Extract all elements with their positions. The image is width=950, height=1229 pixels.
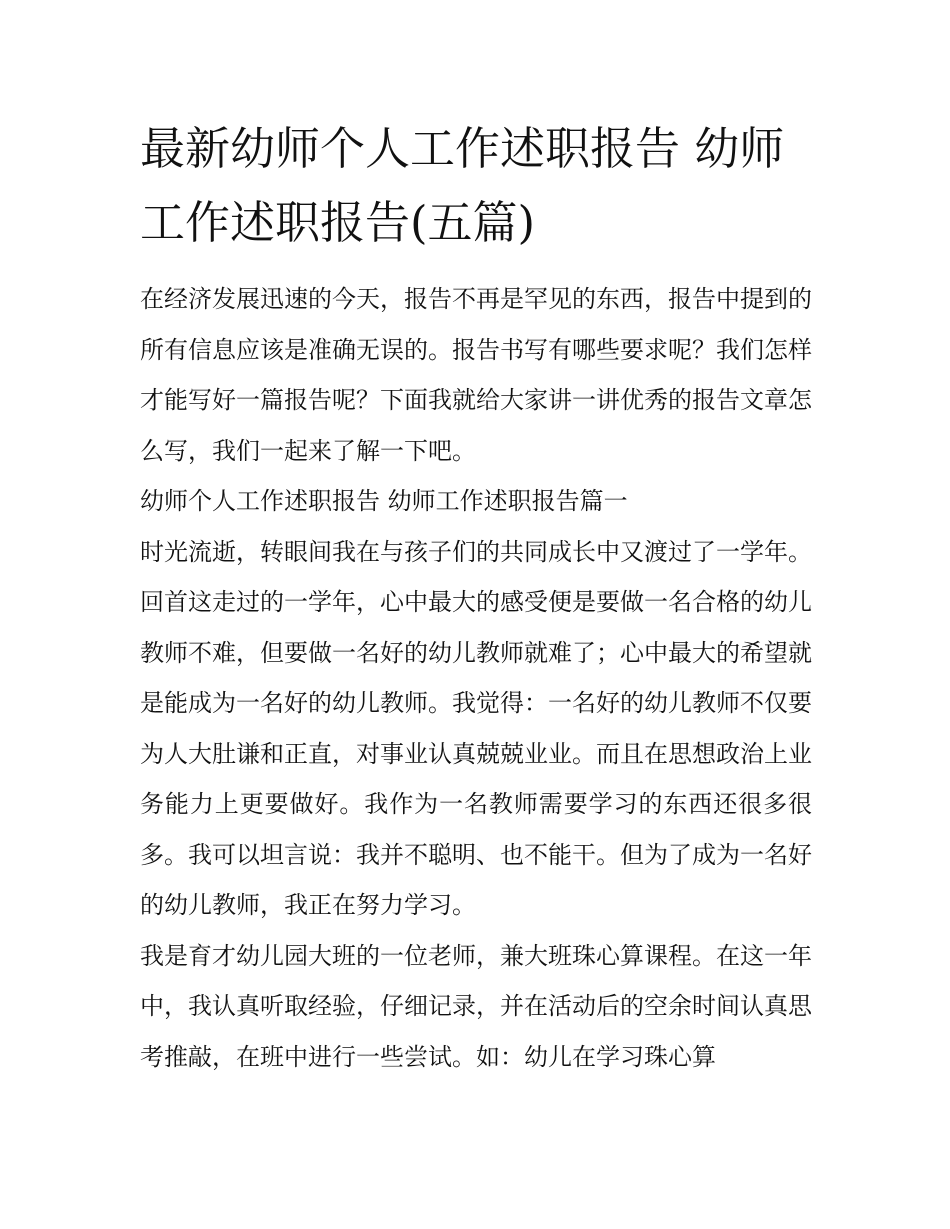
intro-paragraph: 在经济发展迅速的今天，报告不再是罕见的东西，报告中提到的所有信息应该是准确无误的。报告书写有哪些要求呢？我们怎样才能写好一篇报告呢？下面我就给大家讲一讲优秀的报告文章怎么写，我们一起来了解一下吧。: [140, 285, 812, 465]
document-body: [140, 274, 812, 1082]
document-page: [140, 112, 812, 1082]
section-heading: 幼师个人工作述职报告 幼师工作述职报告篇一: [140, 487, 628, 515]
body-paragraph: 我是育才幼儿园大班的一位老师，兼大班珠心算课程。在这一年中，我认真听取经验，仔细记录，并在活动后的空余时间认真思考推敲，在班中进行一些尝试。如：幼儿在学习珠心算: [140, 941, 812, 1071]
body-paragraph: 时光流逝，转眼间我在与孩子们的共同成长中又渡过了一学年。回首这走过的一学年，心中最大的感受便是要做一名合格的幼儿教师不难，但要做一名好的幼儿教师就难了；心中最大的希望就是能成为一名好的幼儿教师。我觉得：一名好的幼儿教师不仅要为人大肚谦和正直，对事业认真兢兢业业。而且在思想政治上业务能力上更要做好。我作为一名教师需要学习的东西还很多很多。我可以坦言说：我并不聪明、也不能干。但为了成为一名好的幼儿教师，我正在努力学习。: [140, 537, 812, 919]
document-title: 最新幼师个人工作述职报告 幼师工作述职报告(五篇): [140, 122, 785, 249]
